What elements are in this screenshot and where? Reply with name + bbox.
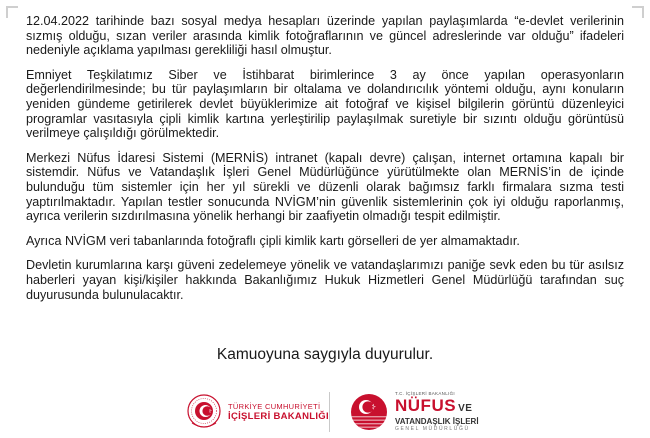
corner-decoration bbox=[632, 6, 644, 18]
nvi-logo bbox=[349, 390, 479, 434]
paragraph-5: Devletin kurumlarına karşı güveni zedelemeye yönelik ve vatandaşlarımızı paniğe sevk eden bu tür asılsız haberleri yayan kişi/kişiler hakkında Bakanlığımız Hukuk Hizmetleri Genel Müdürlüğü tarafından suç duyurusunda bulunulacaktır. bbox=[26, 258, 624, 302]
right-logo-line3: GENEL MÜDÜRLÜĞÜ bbox=[395, 426, 470, 432]
paragraph-2: Emniyet Teşkilatımız Siber ve İstihbarat birimlerince 3 ay önce yapılan operasyonların değerlendirilmesinde; bu tür paylaşımların bir oltalama ve dolandırıcılık yöntemi olduğu, aynı konuların yeniden gündeme getirilerek devlet büyüklerimize ait fotoğraf ve kişisel bilgilerin görüntü düzenleyici programlar vasıtasıyla çipli kimlik kartına yerleştirilip paylaşılmak suretiyle bir sızıntı olduğu görüntüsü verilmeye çalışıldığı görülmektedir. bbox=[26, 67, 624, 141]
right-logo-nufus: NÜFUS bbox=[395, 396, 457, 415]
right-logo-line2: VATANDAŞLIK İŞLERİ bbox=[395, 417, 479, 426]
right-logo-line0: T.C. İÇİŞLERİ BAKANLIĞI bbox=[395, 391, 455, 396]
paragraph-1: 12.04.2022 tarihinde bazı sosyal medya hesapları üzerinde yapılan paylaşımlarda “e-devlet verilerinin sızmış olduğu, sızan veriler arasında kimlik fotoğraflarının ve güncel adreslerinde var olduğu” ifadeleri nedeniyle açıklama yapılması gerekliliği hasıl olmuştur. bbox=[26, 14, 624, 58]
interior-ministry-emblem-icon bbox=[186, 393, 222, 431]
interior-ministry-logo bbox=[186, 390, 329, 434]
left-logo-line2: İÇİŞLERİ BAKANLIĞI bbox=[228, 411, 329, 422]
logo-divider bbox=[329, 392, 330, 432]
right-logo-ve: VE bbox=[458, 403, 473, 414]
footer-logos bbox=[0, 386, 650, 438]
right-logo-line1 bbox=[395, 397, 479, 417]
left-logo-line1: TÜRKİYE CUMHURİYETİ bbox=[228, 402, 321, 411]
paragraph-4: Ayrıca NVİGM veri tabanlarında fotoğraflı çipli kimlik kartı görselleri de yer almamaktadır. bbox=[26, 233, 520, 248]
nvi-crescent-star-emblem-icon bbox=[349, 392, 389, 432]
corner-decoration bbox=[6, 6, 18, 18]
announcement-body bbox=[26, 14, 624, 312]
closing-statement: Kamuoyuna saygıyla duyurulur. bbox=[216, 346, 434, 363]
paragraph-3: Merkezi Nüfus İdaresi Sistemi (MERNİS) intranet (kapalı devre) çalışan, internet ortamına kapalı bir sistemdir. Nüfus ve Vatandaşlık İşleri Genel Müdürlüğünce yürütülmekte olan MERNİS’in de içinde bulunduğu tüm sistemler için her yıl sürekli ve düzenli olarak bağımsız farklı firmalara sızma testi yaptırılmaktadır. Yapılan testler sonucunda NVİGM’nin güvenlik sistemlerinin çok iyi olduğu raporlanmış, ayrıca verilerin sızdırılmasına yönelik herhangi bir zaafiyetin olmadığı tespit edilmiştir. bbox=[26, 150, 624, 224]
